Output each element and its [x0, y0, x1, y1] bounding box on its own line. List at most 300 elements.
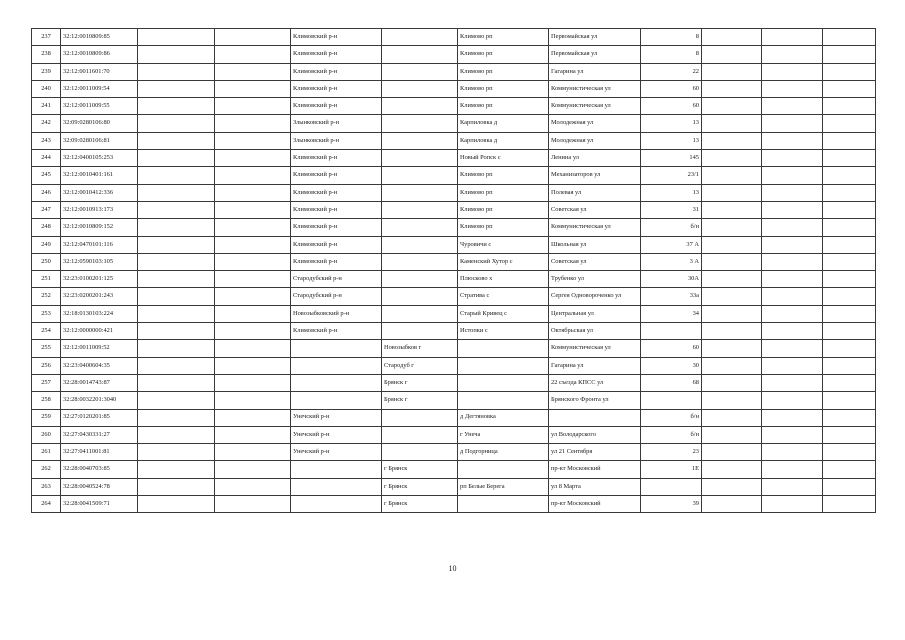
district-cell: Климовский р-н	[291, 219, 382, 236]
district-cell	[291, 478, 382, 495]
empty-cell	[702, 496, 762, 513]
city-cell: Новозыбков г	[382, 340, 458, 357]
cadastral-number-cell: 32:09:0280106:80	[61, 115, 138, 132]
house-number-cell: б/н	[641, 426, 702, 443]
empty-cell	[215, 132, 291, 149]
cadastral-number-cell: 32:09:0280106:81	[61, 132, 138, 149]
empty-cell	[823, 46, 876, 63]
cadastral-number-cell: 32:28:0040524:78	[61, 478, 138, 495]
table-row	[32, 409, 876, 426]
city-cell	[382, 426, 458, 443]
table-row	[32, 426, 876, 443]
empty-cell	[762, 150, 823, 167]
empty-cell	[823, 236, 876, 253]
table-row	[32, 132, 876, 149]
row-number-cell: 247	[32, 201, 61, 218]
empty-cell	[823, 461, 876, 478]
city-cell	[382, 201, 458, 218]
cadastral-number-cell: 32:23:0400604:35	[61, 357, 138, 374]
table-row	[32, 461, 876, 478]
table-row	[32, 115, 876, 132]
empty-cell	[138, 132, 215, 149]
city-cell	[382, 115, 458, 132]
district-cell: Климовский р-н	[291, 29, 382, 46]
district-cell: Стародубский р-н	[291, 271, 382, 288]
district-cell: Климовский р-н	[291, 236, 382, 253]
table-row	[32, 357, 876, 374]
empty-cell	[823, 409, 876, 426]
empty-cell	[702, 98, 762, 115]
empty-cell	[702, 150, 762, 167]
empty-cell	[823, 323, 876, 340]
cadastral-number-cell: 32:23:0100201:125	[61, 271, 138, 288]
empty-cell	[702, 288, 762, 305]
empty-cell	[823, 98, 876, 115]
empty-cell	[138, 150, 215, 167]
table-row	[32, 167, 876, 184]
empty-cell	[823, 253, 876, 270]
street-cell: Центральная ул	[549, 305, 641, 322]
house-number-cell: 60	[641, 80, 702, 97]
empty-cell	[823, 219, 876, 236]
empty-cell	[762, 63, 823, 80]
city-cell: г Брянск	[382, 478, 458, 495]
street-cell: Советская ул	[549, 253, 641, 270]
street-cell: ул 8 Марта	[549, 478, 641, 495]
house-number-cell: 13	[641, 184, 702, 201]
empty-cell	[138, 98, 215, 115]
empty-cell	[138, 253, 215, 270]
city-cell	[382, 63, 458, 80]
empty-cell	[823, 115, 876, 132]
row-number-cell: 242	[32, 115, 61, 132]
row-number-cell: 239	[32, 63, 61, 80]
row-number-cell: 246	[32, 184, 61, 201]
cadastral-number-cell: 32:12:0010412:336	[61, 184, 138, 201]
settlement-cell: д Дегтяновка	[458, 409, 549, 426]
empty-cell	[215, 392, 291, 409]
cadastral-number-cell: 32:12:0010809:85	[61, 29, 138, 46]
table-row	[32, 444, 876, 461]
empty-cell	[138, 409, 215, 426]
table-row	[32, 29, 876, 46]
empty-cell	[762, 271, 823, 288]
cadastral-number-cell: 32:12:0011009:54	[61, 80, 138, 97]
settlement-cell: Климово рп	[458, 63, 549, 80]
empty-cell	[823, 496, 876, 513]
row-number-cell: 258	[32, 392, 61, 409]
street-cell: ул Володарского	[549, 426, 641, 443]
street-cell: Сергея Одновороченко ул	[549, 288, 641, 305]
cadastral-number-cell: 32:12:0011009:55	[61, 98, 138, 115]
district-cell: Климовский р-н	[291, 201, 382, 218]
district-cell: Климовский р-н	[291, 167, 382, 184]
settlement-cell: Карпиловка д	[458, 115, 549, 132]
row-number-cell: 254	[32, 323, 61, 340]
settlement-cell: Новый Ропск с	[458, 150, 549, 167]
house-number-cell: 13	[641, 132, 702, 149]
district-cell: Унечский р-н	[291, 409, 382, 426]
table-row	[32, 98, 876, 115]
district-cell	[291, 461, 382, 478]
district-cell	[291, 357, 382, 374]
city-cell	[382, 236, 458, 253]
empty-cell	[215, 184, 291, 201]
empty-cell	[702, 80, 762, 97]
cadastral-number-cell: 32:28:0014743:87	[61, 374, 138, 391]
row-number-cell: 237	[32, 29, 61, 46]
settlement-cell: Климово рп	[458, 201, 549, 218]
street-cell: Механизаторов ул	[549, 167, 641, 184]
settlement-cell: Стратива с	[458, 288, 549, 305]
empty-cell	[138, 392, 215, 409]
city-cell	[382, 219, 458, 236]
city-cell: Брянск г	[382, 392, 458, 409]
district-cell: Климовский р-н	[291, 80, 382, 97]
empty-cell	[138, 461, 215, 478]
city-cell: г Брянск	[382, 461, 458, 478]
house-number-cell: 30А	[641, 271, 702, 288]
empty-cell	[138, 115, 215, 132]
house-number-cell: 60	[641, 98, 702, 115]
street-cell: Брянского Фронта ул	[549, 392, 641, 409]
cadastral-number-cell: 32:27:0430331:27	[61, 426, 138, 443]
row-number-cell: 261	[32, 444, 61, 461]
settlement-cell: Чуровичи с	[458, 236, 549, 253]
table-row	[32, 340, 876, 357]
district-cell: Климовский р-н	[291, 63, 382, 80]
cadastral-number-cell: 32:23:0200201:243	[61, 288, 138, 305]
empty-cell	[138, 236, 215, 253]
district-cell: Злынковский р-н	[291, 132, 382, 149]
row-number-cell: 238	[32, 46, 61, 63]
empty-cell	[823, 80, 876, 97]
cadastral-number-cell: 32:12:0000000:421	[61, 323, 138, 340]
empty-cell	[215, 63, 291, 80]
cadastral-number-cell: 32:28:0040703:85	[61, 461, 138, 478]
table-row	[32, 271, 876, 288]
empty-cell	[702, 323, 762, 340]
empty-cell	[215, 29, 291, 46]
city-cell	[382, 253, 458, 270]
empty-cell	[138, 167, 215, 184]
empty-cell	[762, 444, 823, 461]
settlement-cell: г Унеча	[458, 426, 549, 443]
empty-cell	[823, 201, 876, 218]
cadastral-number-cell: 32:12:0010401:161	[61, 167, 138, 184]
street-cell: Коммунистическая ул	[549, 80, 641, 97]
house-number-cell: 23/1	[641, 167, 702, 184]
table-row	[32, 201, 876, 218]
row-number-cell: 252	[32, 288, 61, 305]
street-cell: Первомайская ул	[549, 46, 641, 63]
city-cell: Стародуб г	[382, 357, 458, 374]
street-cell: пр-кт Московский	[549, 496, 641, 513]
empty-cell	[215, 253, 291, 270]
row-number-cell: 262	[32, 461, 61, 478]
street-cell	[549, 409, 641, 426]
empty-cell	[702, 184, 762, 201]
empty-cell	[702, 29, 762, 46]
cadastral-number-cell: 32:18:0130103:224	[61, 305, 138, 322]
empty-cell	[702, 132, 762, 149]
street-cell: Школьная ул	[549, 236, 641, 253]
row-number-cell: 263	[32, 478, 61, 495]
settlement-cell	[458, 357, 549, 374]
settlement-cell: Каменский Хутор с	[458, 253, 549, 270]
row-number-cell: 249	[32, 236, 61, 253]
empty-cell	[138, 46, 215, 63]
empty-cell	[215, 288, 291, 305]
empty-cell	[702, 236, 762, 253]
empty-cell	[215, 150, 291, 167]
row-number-cell: 243	[32, 132, 61, 149]
house-number-cell: 68	[641, 374, 702, 391]
city-cell: Брянск г	[382, 374, 458, 391]
empty-cell	[702, 167, 762, 184]
row-number-cell: 240	[32, 80, 61, 97]
house-number-cell: 3 А	[641, 253, 702, 270]
street-cell: Первомайская ул	[549, 29, 641, 46]
empty-cell	[762, 29, 823, 46]
empty-cell	[215, 409, 291, 426]
district-cell	[291, 496, 382, 513]
district-cell: Климовский р-н	[291, 184, 382, 201]
cadastral-number-cell: 32:27:0411001:81	[61, 444, 138, 461]
empty-cell	[823, 167, 876, 184]
empty-cell	[762, 80, 823, 97]
empty-cell	[138, 80, 215, 97]
street-cell: Полевая ул	[549, 184, 641, 201]
empty-cell	[215, 236, 291, 253]
district-cell: Климовский р-н	[291, 150, 382, 167]
empty-cell	[762, 323, 823, 340]
settlement-cell: Климово рп	[458, 29, 549, 46]
settlement-cell: Климово рп	[458, 80, 549, 97]
empty-cell	[762, 478, 823, 495]
cadastral-number-cell: 32:12:0011009:52	[61, 340, 138, 357]
empty-cell	[702, 357, 762, 374]
street-cell: Гагарина ул	[549, 357, 641, 374]
empty-cell	[762, 219, 823, 236]
row-number-cell: 248	[32, 219, 61, 236]
empty-cell	[215, 219, 291, 236]
street-cell: Ленина ул	[549, 150, 641, 167]
house-number-cell	[641, 392, 702, 409]
city-cell	[382, 98, 458, 115]
empty-cell	[762, 253, 823, 270]
city-cell	[382, 150, 458, 167]
settlement-cell: Климово рп	[458, 46, 549, 63]
empty-cell	[762, 184, 823, 201]
empty-cell	[215, 496, 291, 513]
district-cell: Стародубский р-н	[291, 288, 382, 305]
empty-cell	[823, 426, 876, 443]
empty-cell	[762, 288, 823, 305]
city-cell: г Брянск	[382, 496, 458, 513]
table-row	[32, 374, 876, 391]
table-row	[32, 478, 876, 495]
empty-cell	[823, 374, 876, 391]
empty-cell	[702, 46, 762, 63]
empty-cell	[762, 496, 823, 513]
street-cell: Трубенко ул	[549, 271, 641, 288]
empty-cell	[823, 392, 876, 409]
empty-cell	[138, 374, 215, 391]
street-cell: Гагарина ул	[549, 63, 641, 80]
house-number-cell: б/н	[641, 219, 702, 236]
empty-cell	[215, 478, 291, 495]
empty-cell	[702, 115, 762, 132]
table-row	[32, 219, 876, 236]
empty-cell	[215, 374, 291, 391]
empty-cell	[138, 323, 215, 340]
empty-cell	[762, 357, 823, 374]
empty-cell	[215, 357, 291, 374]
cadastral-number-cell: 32:12:0010809:86	[61, 46, 138, 63]
house-number-cell: 145	[641, 150, 702, 167]
street-cell: Молодежная ул	[549, 115, 641, 132]
empty-cell	[823, 150, 876, 167]
city-cell	[382, 46, 458, 63]
empty-cell	[215, 305, 291, 322]
cadastral-number-cell: 32:28:0041509:71	[61, 496, 138, 513]
cadastral-number-cell: 32:12:0010809:152	[61, 219, 138, 236]
empty-cell	[823, 357, 876, 374]
house-number-cell: 30	[641, 357, 702, 374]
cadastral-number-cell: 32:12:0011601:70	[61, 63, 138, 80]
table-row	[32, 288, 876, 305]
street-cell: Молодежная ул	[549, 132, 641, 149]
row-number-cell: 255	[32, 340, 61, 357]
street-cell: Коммунистическая ул	[549, 98, 641, 115]
row-number-cell: 260	[32, 426, 61, 443]
empty-cell	[823, 63, 876, 80]
empty-cell	[702, 409, 762, 426]
empty-cell	[762, 98, 823, 115]
empty-cell	[138, 63, 215, 80]
city-cell	[382, 288, 458, 305]
table-row	[32, 150, 876, 167]
table-body	[32, 29, 876, 513]
empty-cell	[702, 374, 762, 391]
city-cell	[382, 132, 458, 149]
empty-cell	[138, 184, 215, 201]
empty-cell	[138, 478, 215, 495]
city-cell	[382, 271, 458, 288]
city-cell	[382, 409, 458, 426]
house-number-cell: 1Е	[641, 461, 702, 478]
empty-cell	[215, 340, 291, 357]
settlement-cell: Карпиловка д	[458, 132, 549, 149]
house-number-cell: 23	[641, 444, 702, 461]
empty-cell	[702, 461, 762, 478]
settlement-cell: д Подгорница	[458, 444, 549, 461]
settlement-cell: Климово рп	[458, 184, 549, 201]
empty-cell	[215, 46, 291, 63]
settlement-cell: рп Белые Берега	[458, 478, 549, 495]
district-cell: Климовский р-н	[291, 98, 382, 115]
city-cell	[382, 323, 458, 340]
empty-cell	[702, 271, 762, 288]
table-row	[32, 236, 876, 253]
table-row	[32, 184, 876, 201]
row-number-cell: 264	[32, 496, 61, 513]
cadastral-number-cell: 32:12:0470101:116	[61, 236, 138, 253]
cadastral-number-cell: 32:12:0590103:105	[61, 253, 138, 270]
empty-cell	[823, 132, 876, 149]
street-cell: 22 съезда КПСС ул	[549, 374, 641, 391]
table-row	[32, 392, 876, 409]
empty-cell	[702, 305, 762, 322]
empty-cell	[762, 409, 823, 426]
empty-cell	[215, 444, 291, 461]
cadastral-number-cell: 32:12:0010913:173	[61, 201, 138, 218]
table-row	[32, 63, 876, 80]
empty-cell	[823, 444, 876, 461]
city-cell	[382, 444, 458, 461]
empty-cell	[215, 461, 291, 478]
district-cell: Климовский р-н	[291, 323, 382, 340]
empty-cell	[702, 426, 762, 443]
district-cell	[291, 374, 382, 391]
row-number-cell: 251	[32, 271, 61, 288]
empty-cell	[762, 167, 823, 184]
row-number-cell: 244	[32, 150, 61, 167]
empty-cell	[138, 444, 215, 461]
city-cell	[382, 167, 458, 184]
table-row	[32, 46, 876, 63]
row-number-cell: 253	[32, 305, 61, 322]
empty-cell	[215, 98, 291, 115]
empty-cell	[762, 392, 823, 409]
empty-cell	[702, 219, 762, 236]
settlement-cell: Плюсково х	[458, 271, 549, 288]
settlement-cell	[458, 392, 549, 409]
empty-cell	[823, 288, 876, 305]
page-number: 10	[448, 564, 457, 573]
district-cell	[291, 340, 382, 357]
empty-cell	[215, 115, 291, 132]
street-cell: Советская ул	[549, 201, 641, 218]
empty-cell	[138, 219, 215, 236]
empty-cell	[138, 357, 215, 374]
district-cell	[291, 392, 382, 409]
registry-table	[31, 28, 876, 513]
empty-cell	[215, 80, 291, 97]
empty-cell	[823, 340, 876, 357]
house-number-cell: 39	[641, 496, 702, 513]
house-number-cell: 22	[641, 63, 702, 80]
empty-cell	[215, 271, 291, 288]
house-number-cell: 31	[641, 201, 702, 218]
city-cell	[382, 184, 458, 201]
row-number-cell: 259	[32, 409, 61, 426]
street-cell: Октябрьская ул	[549, 323, 641, 340]
cadastral-number-cell: 32:12:0400105:253	[61, 150, 138, 167]
row-number-cell: 241	[32, 98, 61, 115]
empty-cell	[138, 288, 215, 305]
settlement-cell	[458, 496, 549, 513]
empty-cell	[702, 392, 762, 409]
empty-cell	[762, 201, 823, 218]
city-cell	[382, 80, 458, 97]
house-number-cell: 34	[641, 305, 702, 322]
empty-cell	[762, 46, 823, 63]
empty-cell	[138, 29, 215, 46]
empty-cell	[215, 201, 291, 218]
empty-cell	[138, 305, 215, 322]
